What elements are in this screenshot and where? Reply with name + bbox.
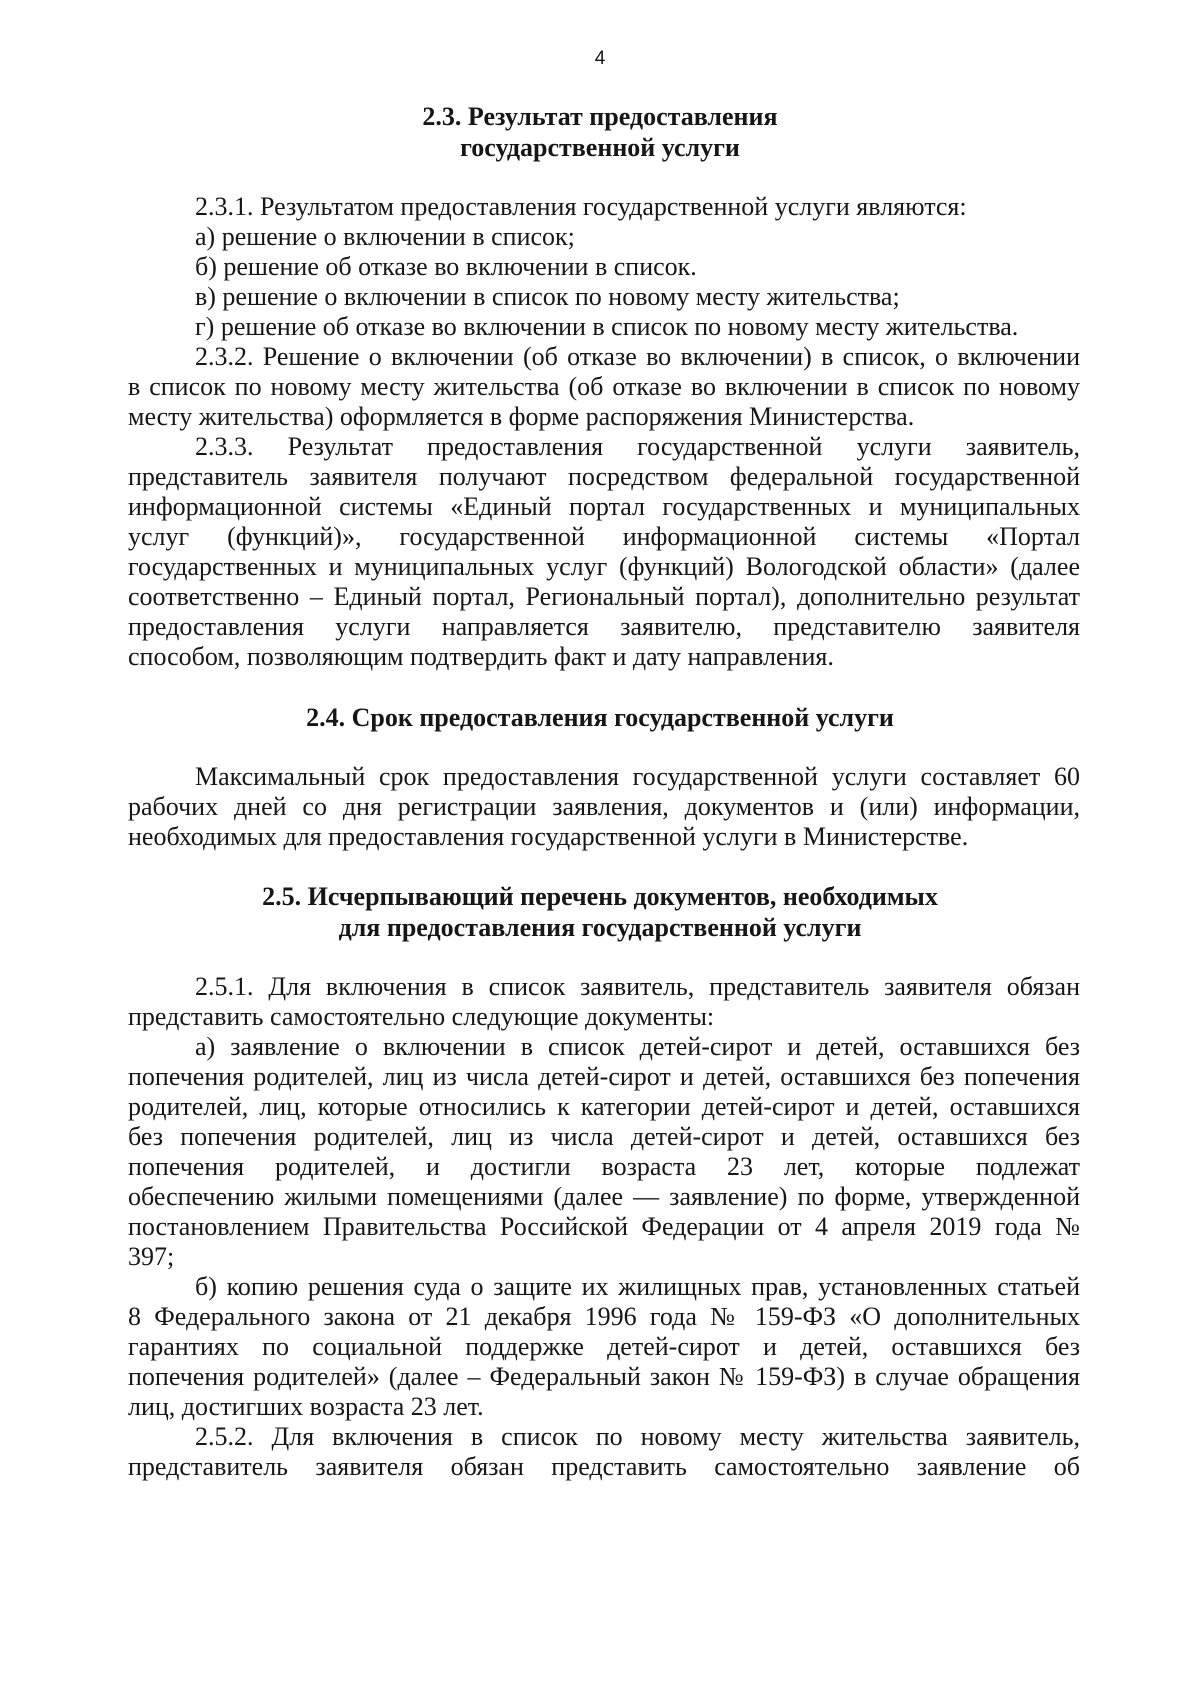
- section-heading-2-3-line-2: государственной услуги: [460, 133, 740, 162]
- paragraph-line: предоставления услуги направляется заявителю, представителю заявителя: [128, 612, 1080, 641]
- paragraph-line: 8 Федерального закона от 21 декабря 1996 года № 159-ФЗ «О дополнительных: [128, 1302, 1080, 1331]
- paragraph-line: государственных и муниципальных услуг (функций) Вологодской области» (далее: [128, 552, 1080, 581]
- paragraph-line: представитель заявителя обязан представить самостоятельно заявление об: [128, 1452, 1080, 1481]
- paragraph-line: месту жительства) оформляется в форме распоряжения Министерства.: [128, 402, 915, 431]
- section-heading-2-4: 2.4. Срок предоставления государственной услуги: [306, 703, 894, 732]
- paragraph-line: 2.5.1. Для включения в список заявитель, представитель заявителя обязан: [195, 972, 1080, 1001]
- paragraph-line: г) решение об отказе во включении в список по новому месту жительства.: [195, 312, 1019, 341]
- section-heading-2-5-line-1: 2.5. Исчерпывающий перечень документов, необходимых: [262, 882, 938, 911]
- paragraph-line: лиц, достигших возраста 23 лет.: [128, 1392, 484, 1421]
- paragraph-line: б) решение об отказе во включении в список.: [195, 252, 697, 281]
- paragraph-line: в список по новому месту жительства (об отказе во включении в список по новому: [128, 372, 1080, 401]
- paragraph-line: 2.3.2. Решение о включении (об отказе во включении) в список, о включении: [195, 342, 1080, 371]
- page-number: 4: [594, 48, 606, 69]
- paragraph-line: б) копию решения суда о защите их жилищных прав, установленных статьей: [195, 1272, 1080, 1301]
- paragraph-line: соответственно – Единый портал, Региональный портал), дополнительно результат: [128, 582, 1080, 611]
- paragraph-line: услуг (функций)», государственной информационной системы «Портал: [128, 522, 1080, 551]
- paragraph-line: Максимальный срок предоставления государственной услуги составляет 60: [195, 762, 1080, 791]
- paragraph-line: 2.3.3. Результат предоставления государственной услуги заявитель,: [195, 432, 1080, 461]
- paragraph-line: информационной системы «Единый портал государственных и муниципальных: [128, 492, 1080, 521]
- paragraph-line: необходимых для предоставления государственной услуги в Министерстве.: [128, 822, 969, 851]
- paragraph-line: попечения родителей, лиц из числа детей-сирот и детей, оставшихся без попечения: [128, 1062, 1080, 1091]
- paragraph-line: а) решение о включении в список;: [195, 222, 575, 251]
- paragraph-line: в) решение о включении в список по новому месту жительства;: [195, 282, 900, 311]
- paragraph-line: а) заявление о включении в список детей-сирот и детей, оставшихся без: [195, 1032, 1080, 1061]
- paragraph-line: обеспечению жилыми помещениями (далее — заявление) по форме, утвержденной: [128, 1182, 1080, 1211]
- paragraph-line: способом, позволяющим подтвердить факт и дату направления.: [128, 642, 834, 671]
- paragraph-line: без попечения родителей, лиц из числа детей-сирот и детей, оставшихся без: [128, 1122, 1080, 1151]
- paragraph-line: постановлением Правительства Российской Федерации от 4 апреля 2019 года №: [128, 1212, 1080, 1241]
- paragraph-line: гарантиях по социальной поддержке детей-сирот и детей, оставшихся без: [128, 1332, 1080, 1361]
- section-heading-2-3-line-1: 2.3. Результат предоставления: [422, 102, 778, 131]
- paragraph-line: попечения родителей» (далее – Федеральный закон № 159-ФЗ) в случае обращения: [128, 1362, 1080, 1391]
- paragraph-line: рабочих дней со дня регистрации заявления, документов и (или) информации,: [128, 792, 1080, 821]
- paragraph-line: 2.3.1. Результатом предоставления государственной услуги являются:: [195, 192, 967, 221]
- section-heading-2-5-line-2: для предоставления государственной услуги: [338, 913, 862, 942]
- paragraph-line: представитель заявителя получают посредством федеральной государственной: [128, 462, 1080, 491]
- paragraph-line: представить самостоятельно следующие документы:: [128, 1002, 715, 1031]
- paragraph-line: 397;: [128, 1242, 175, 1271]
- paragraph-line: 2.5.2. Для включения в список по новому месту жительства заявитель,: [195, 1422, 1080, 1451]
- paragraph-line: попечения родителей, и достигли возраста 23 лет, которые подлежат: [128, 1152, 1080, 1181]
- paragraph-line: родителей, лиц, которые относились к категории детей-сирот и детей, оставшихся: [128, 1092, 1080, 1121]
